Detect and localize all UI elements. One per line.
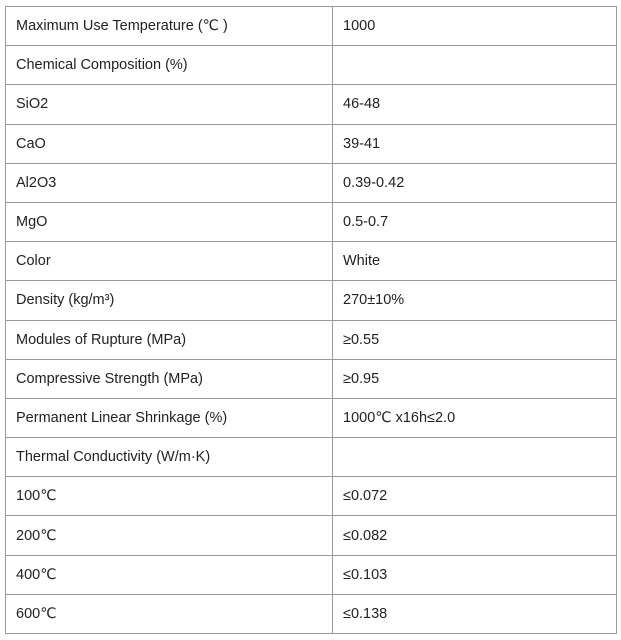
row-value: ≤0.082 <box>333 516 617 555</box>
row-value: 270±10% <box>333 281 617 320</box>
row-label: 600℃ <box>6 594 333 633</box>
row-value: ≥0.95 <box>333 359 617 398</box>
row-label: 200℃ <box>6 516 333 555</box>
row-value: ≥0.55 <box>333 320 617 359</box>
row-value <box>333 438 617 477</box>
row-value: 46-48 <box>333 85 617 124</box>
table-row <box>6 320 617 359</box>
row-label: Density (kg/m³) <box>6 281 333 320</box>
row-value <box>333 46 617 85</box>
table-row <box>6 7 617 46</box>
row-value: 0.39-0.42 <box>333 163 617 202</box>
row-value: ≤0.103 <box>333 555 617 594</box>
row-label: Compressive Strength (MPa) <box>6 359 333 398</box>
row-label: 100℃ <box>6 477 333 516</box>
row-value: 39-41 <box>333 124 617 163</box>
row-label: Thermal Conductivity (W/m·K) <box>6 438 333 477</box>
table-row <box>6 202 617 241</box>
table-row <box>6 281 617 320</box>
row-label: SiO2 <box>6 85 333 124</box>
row-label: MgO <box>6 202 333 241</box>
table-row <box>6 516 617 555</box>
row-label: CaO <box>6 124 333 163</box>
table-row <box>6 477 617 516</box>
row-value: 1000 <box>333 7 617 46</box>
row-label: Al2O3 <box>6 163 333 202</box>
table-row <box>6 124 617 163</box>
row-label: Modules of Rupture (MPa) <box>6 320 333 359</box>
table-row <box>6 46 617 85</box>
table-row <box>6 555 617 594</box>
row-label: Chemical Composition (%) <box>6 46 333 85</box>
row-value: ≤0.072 <box>333 477 617 516</box>
row-label: 400℃ <box>6 555 333 594</box>
table-row <box>6 163 617 202</box>
spec-table <box>5 6 617 634</box>
row-label: Color <box>6 242 333 281</box>
row-label: Permanent Linear Shrinkage (%) <box>6 398 333 437</box>
row-value: 1000℃ x16h≤2.0 <box>333 398 617 437</box>
table-row <box>6 398 617 437</box>
table-row <box>6 85 617 124</box>
row-value: ≤0.138 <box>333 594 617 633</box>
table-row <box>6 242 617 281</box>
table-row <box>6 359 617 398</box>
table-row <box>6 594 617 633</box>
row-value: White <box>333 242 617 281</box>
row-label: Maximum Use Temperature (℃ ) <box>6 7 333 46</box>
row-value: 0.5-0.7 <box>333 202 617 241</box>
spec-table-body <box>6 7 617 634</box>
table-row <box>6 438 617 477</box>
